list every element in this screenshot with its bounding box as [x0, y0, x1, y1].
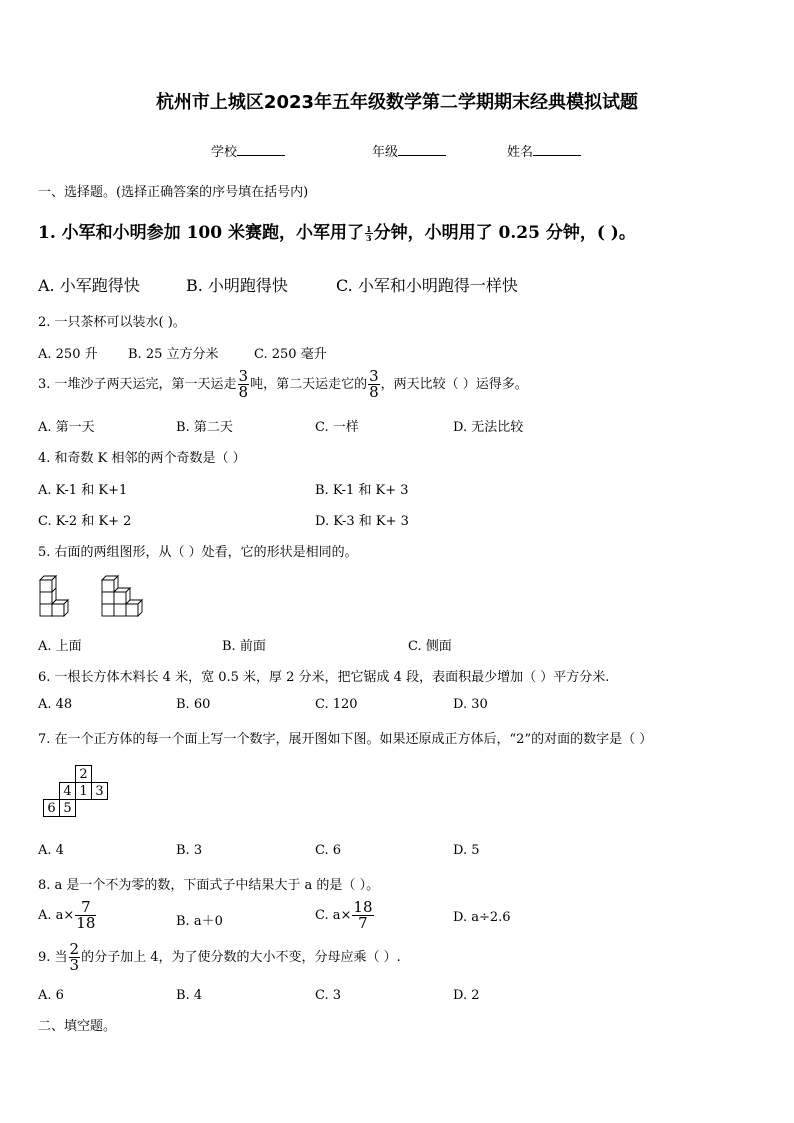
section-heading-2: 二、填空题。: [38, 1019, 117, 1034]
net-face: 1: [76, 783, 92, 800]
q3-text-post: ，两天比较（ ）运得多。: [380, 377, 528, 392]
q8-a-num: 7: [75, 900, 96, 916]
question-2: 2. 一只茶杯可以装水( )。: [38, 315, 186, 330]
q8-c-den: 7: [358, 914, 368, 932]
q3-option-c: C. 一样: [315, 420, 359, 435]
question-1: [38, 218, 636, 243]
q1-option-a: A. 小军跑得快: [38, 276, 140, 295]
question-6: 6. 一根长方体木料长 4 米，宽 0.5 米，厚 2 分米，把它锯成 4 段，表面积最少增加（ ）平方分米.: [38, 670, 610, 685]
school-field: [211, 141, 285, 160]
q3-text-pre: 3. 一堆沙子两天运完，第一天运走: [38, 377, 237, 392]
q6-option-c: C. 120: [315, 697, 358, 712]
cube-figure-right: [102, 576, 142, 616]
grade-field: [372, 141, 446, 160]
cube-figure-left: [40, 576, 68, 616]
q1-frac-den: 3: [366, 233, 372, 243]
q6-option-a: A. 48: [38, 697, 73, 712]
q1-text-post: 分钟，小明用了 0.25 分钟，( )。: [373, 223, 636, 243]
q9-frac-den: 3: [69, 956, 80, 974]
q9-option-c: C. 3: [315, 988, 342, 1003]
q8-c-num: 18: [353, 898, 373, 916]
q9-option-d: D. 2: [453, 988, 480, 1003]
net-face: 5: [60, 800, 76, 817]
q9-text-post: 的分子加上 4，为了使分数的大小不变，分母应乘（ ）.: [81, 950, 401, 965]
school-label: 学校: [211, 145, 238, 160]
q7-option-d: D. 5: [453, 843, 480, 858]
q3-frac2-num: 3: [369, 367, 379, 385]
q4-option-a: A. K-1 和 K+1: [38, 483, 128, 498]
q9-option-b: B. 4: [176, 988, 203, 1003]
q5-option-b: B. 前面: [222, 639, 266, 654]
q5-option-c: C. 侧面: [408, 639, 452, 654]
q3-fraction-1: [238, 369, 250, 400]
q8-c-fraction: [352, 900, 373, 931]
net-face: 2: [76, 766, 92, 783]
q8-c-text: C. a×: [315, 908, 352, 923]
q3-option-b: B. 第二天: [176, 420, 233, 435]
q3-frac2-den: 8: [369, 383, 379, 401]
q6-option-b: B. 60: [176, 697, 211, 712]
section-heading-1: 一、选择题。(选择正确答案的序号填在括号内): [38, 185, 309, 200]
q4-option-c: C. K-2 和 K+ 2: [38, 514, 132, 529]
q9-frac-num: 2: [69, 940, 80, 958]
q7-option-b: B. 3: [176, 843, 203, 858]
question-8: 8. a 是一个不为零的数，下面式子中结果大于 a 的是（ ）。: [38, 878, 380, 893]
q3-option-a: A. 第一天: [38, 420, 95, 435]
q1-option-b: B. 小明跑得快: [186, 276, 288, 295]
cube-figures: [36, 572, 144, 620]
q9-option-a: A. 6: [38, 988, 64, 1003]
question-5: 5. 右面的两组图形，从（ ）处看，它的形状是相同的。: [38, 545, 358, 560]
question-3: [38, 369, 528, 400]
name-field: [507, 141, 581, 160]
q8-a-fraction: [75, 900, 96, 931]
q3-text-mid: 吨，第二天运走它的: [250, 377, 368, 392]
q2-option-b: B. 25 立方分米: [128, 347, 219, 362]
q8-a-den: 18: [76, 914, 96, 932]
q1-frac-num: 1: [366, 224, 372, 234]
grade-blank: [398, 142, 446, 156]
q3-option-d: D. 无法比较: [453, 420, 524, 435]
q2-option-a: A. 250 升: [38, 347, 98, 362]
q7-option-a: A. 4: [38, 843, 64, 858]
q1-option-c: C. 小军和小明跑得一样快: [336, 276, 518, 295]
cube-net: [43, 765, 108, 817]
net-face: 4: [60, 783, 76, 800]
net-face: 3: [92, 783, 108, 800]
q8-option-b: B. a＋0: [176, 914, 223, 929]
q1-fraction: [365, 225, 373, 242]
q4-option-b: B. K-1 和 K+ 3: [315, 483, 409, 498]
q7-option-c: C. 6: [315, 843, 342, 858]
q5-option-a: A. 上面: [38, 639, 82, 654]
q4-option-d: D. K-3 和 K+ 3: [315, 514, 409, 529]
q2-option-c: C. 250 毫升: [254, 347, 327, 362]
page-title: 杭州市上城区2023年五年级数学第二学期期末经典模拟试题: [155, 92, 639, 113]
question-4: 4. 和奇数 K 相邻的两个奇数是（ ）: [38, 451, 246, 466]
q1-text-pre: 1. 小军和小明参加 100 米赛跑，小军用了: [38, 223, 364, 243]
q3-frac1-num: 3: [238, 367, 249, 385]
question-7: 7. 在一个正方体的每一个面上写一个数字，展开图如下图。如果还原成正方体后，“2”的对面的数字是（ ）: [38, 732, 653, 747]
school-blank: [237, 142, 285, 156]
q9-text-pre: 9. 当: [38, 950, 68, 965]
q6-option-d: D. 30: [453, 697, 488, 712]
q8-option-a: [38, 900, 97, 931]
name-blank: [533, 142, 581, 156]
q9-fraction: [69, 942, 81, 973]
question-9: [38, 942, 401, 973]
grade-label: 年级: [372, 145, 399, 160]
q8-option-d: D. a÷2.6: [453, 910, 511, 925]
net-face: 6: [44, 800, 60, 817]
q3-fraction-2: [368, 369, 380, 400]
q8-a-text: A. a×: [38, 908, 75, 923]
q3-frac1-den: 8: [238, 383, 249, 401]
name-label: 姓名: [507, 145, 534, 160]
q8-option-c: [315, 900, 375, 931]
